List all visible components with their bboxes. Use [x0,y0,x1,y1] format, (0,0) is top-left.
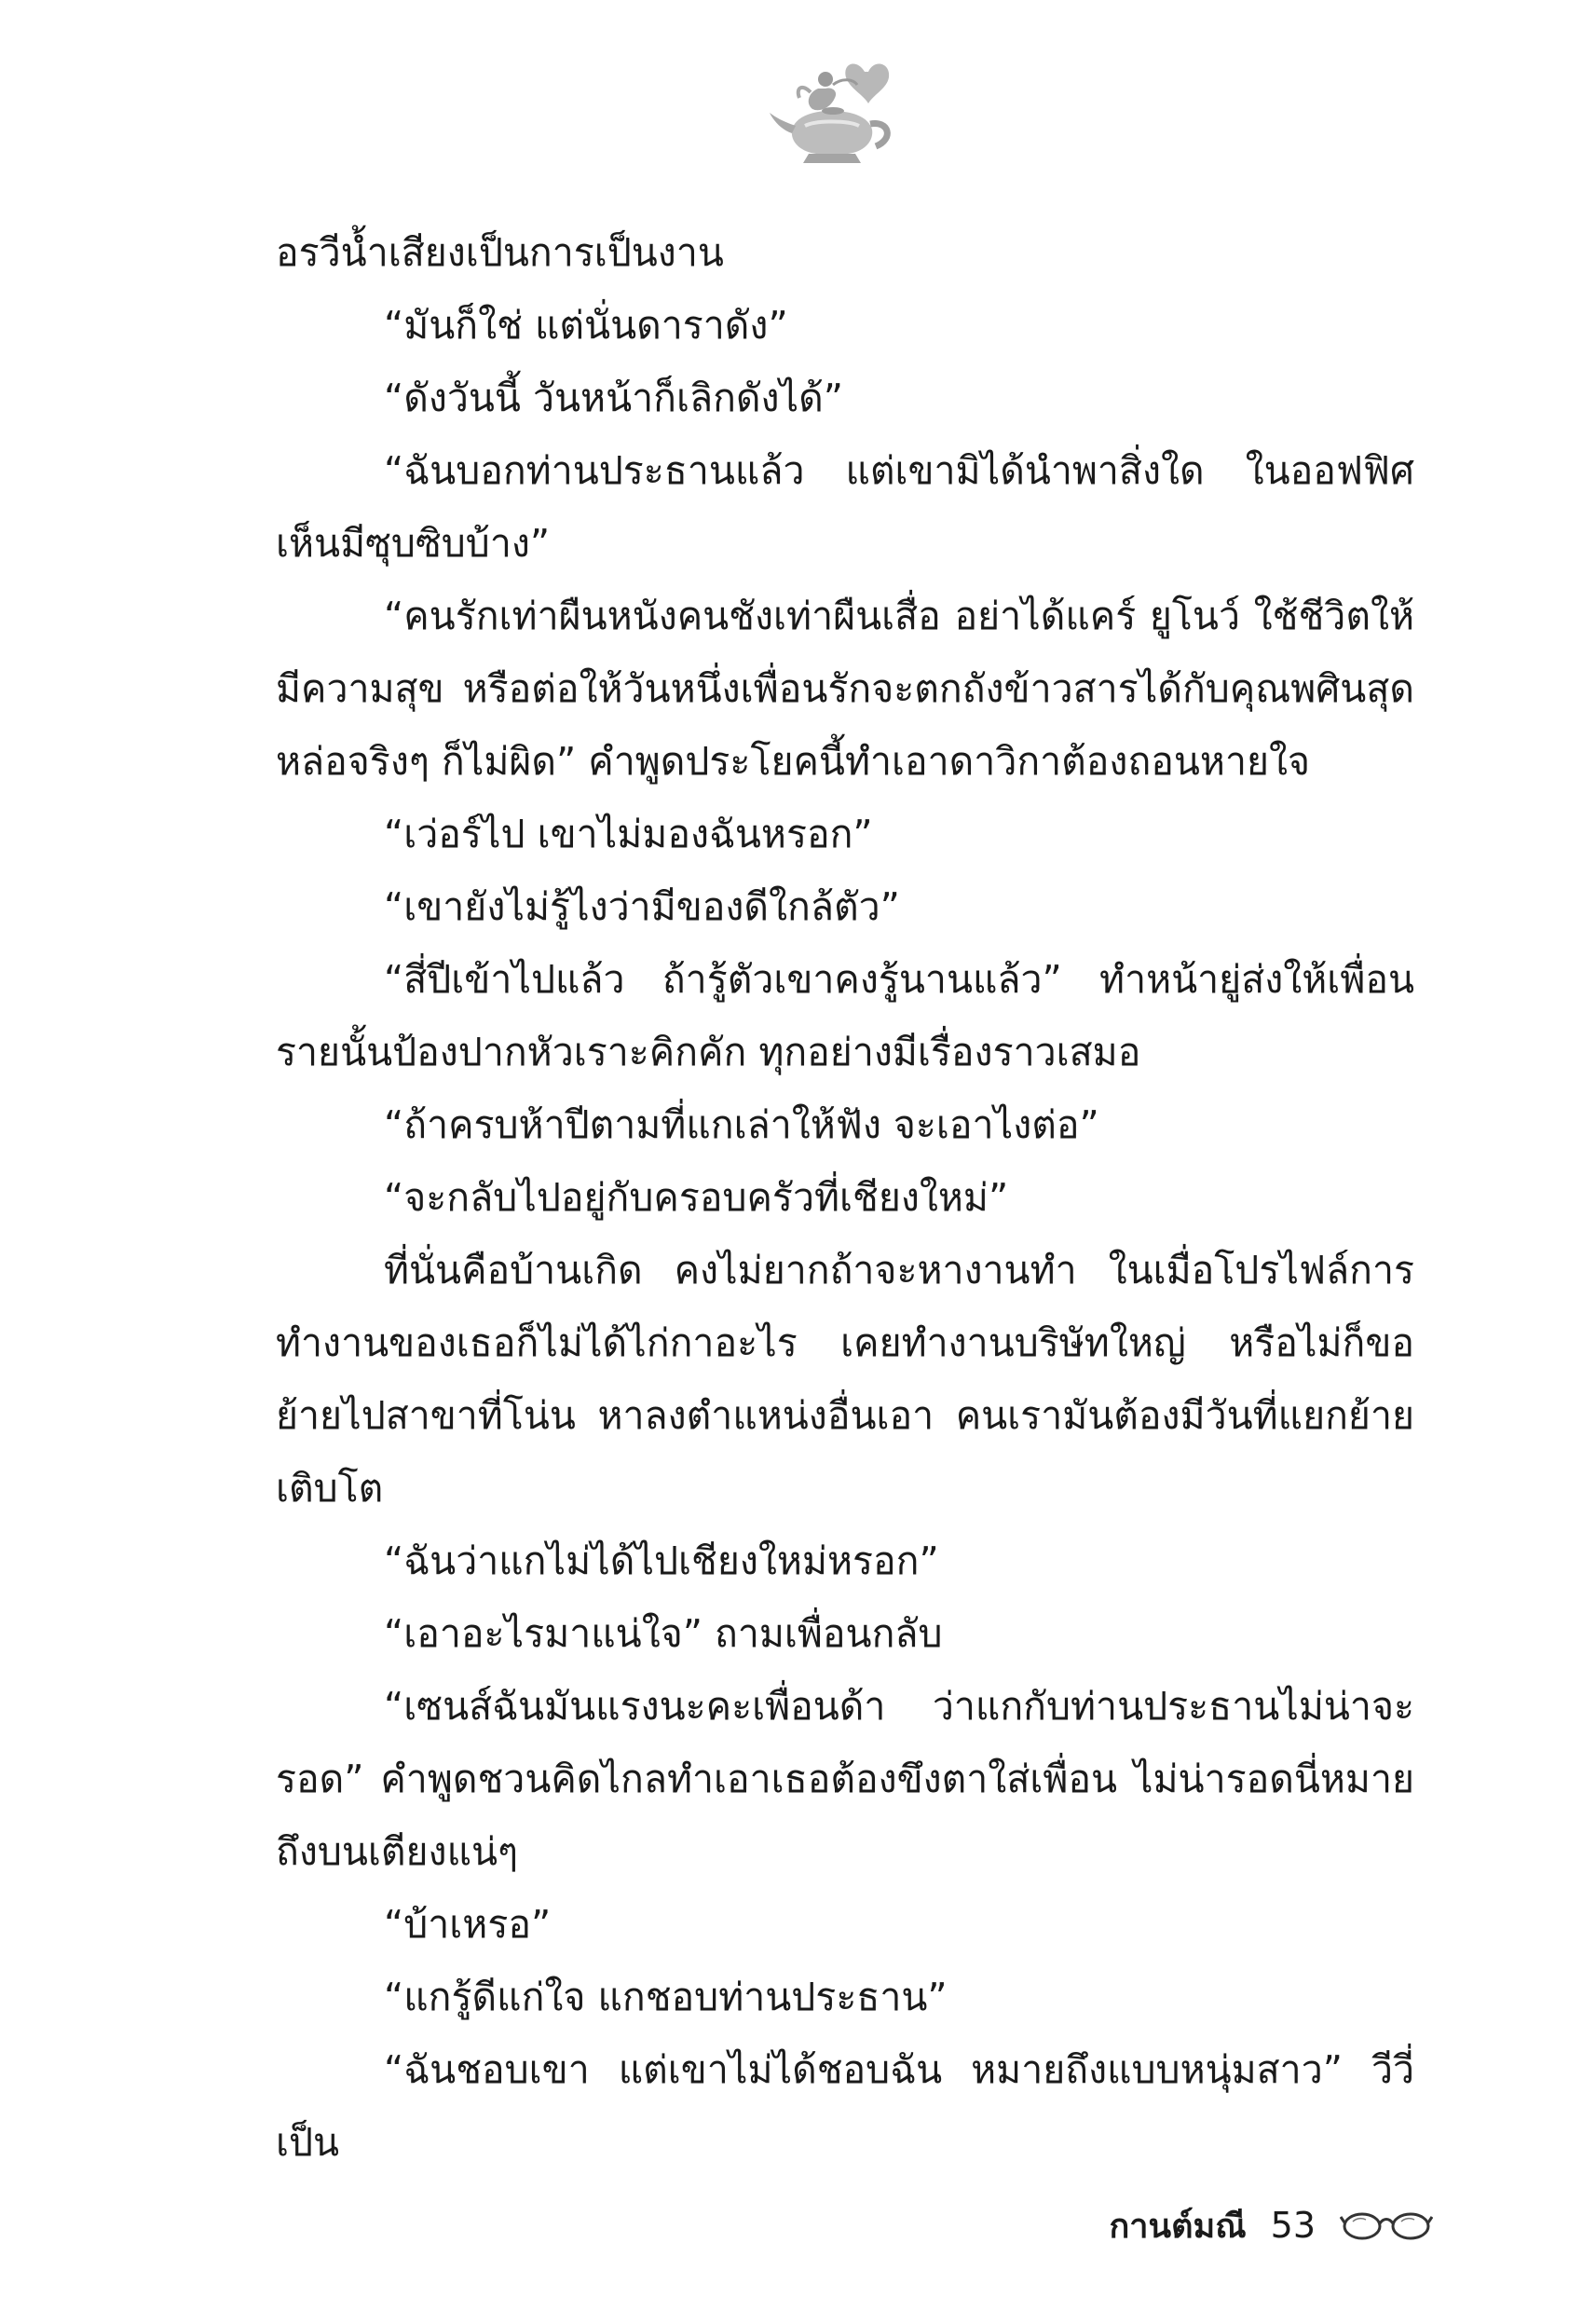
body-paragraph: “เอาอะไรมาแน่ใจ” ถามเพื่อนกลับ [384,1611,943,1656]
running-footer-book-title: กานต์มณี [1109,2207,1247,2246]
body-paragraph: ที่นั่นคือบ้านเกิด คงไม่ยากถ้าจะหางานทำ ในเมื่อโปรไฟล์การทำงานของเธอก็ไม่ได้ไก่กาอะไร เคยทำงานบริษัทใหญ่ หรือไม่ก็ขอย้ายไปสาขาที่โน่น หาลงตำแหน่งอื่นเอา คนเรามันต้องมีวันที่แยกย้ายเติบโต [276,1248,1414,1511]
body-paragraph: อรวีน้ำเสียงเป็นการเป็นงาน [276,230,724,275]
body-paragraph: “เว่อร์ไป เขาไม่มองฉันหรอก” [384,812,873,856]
body-paragraph: “เซนส์ฉันมันแรงนะคะเพื่อนด้า ว่าแกกับท่านประธานไม่น่าจะรอด” คำพูดชวนคิดไกลทำเอาเธอต้องขึงตาใส่เพื่อน ไม่น่ารอดนี่หมายถึงบนเตียงแน่ๆ [276,1684,1414,1874]
page-number: 53 [1270,2205,1316,2246]
body-paragraph: “ดังวันนี้ วันหน้าก็เลิกดังได้” [384,376,844,420]
body-paragraph: “คนรักเท่าผืนหนังคนชังเท่าผืนเสื่อ อย่าได้แคร์ ยูโนว์ ใช้ชีวิตให้มีความสุข หรือต่อให้วันหนึ่งเพื่อนรักจะตกถังข้าวสารได้กับคุณพศินสุดหล่อจริงๆ ก็ไม่ผิด” คำพูดประโยคนี้ทำเอาดาวิกาต้องถอนหายใจ [276,594,1414,784]
body-paragraph: “เขายังไม่รู้ไงว่ามีของดีใกล้ตัว” [384,884,900,929]
page-footer [1110,2199,1434,2251]
body-paragraph: “จะกลับไปอยู่กับครอบครัวที่เชียงใหม่” [384,1175,1009,1220]
body-paragraph: “แกรู้ดีแก่ใจ แกชอบท่านประธาน” [384,1975,948,2019]
chapter-body-text [276,216,1414,2179]
teapot-with-heart-ornament-icon [764,51,904,172]
body-paragraph: “มันก็ใช่ แต่นั่นดาราดัง” [384,303,788,348]
body-paragraph: “ถ้าครบห้าปีตามที่แกเล่าให้ฟัง จะเอาไงต่อ” [384,1102,1099,1147]
body-paragraph: “สี่ปีเข้าไปแล้ว ถ้ารู้ตัวเขาคงรู้นานแล้ว” ทำหน้ายู่ส่งให้เพื่อนรายนั้นป้องปากหัวเราะคิกคัก ทุกอย่างมีเรื่องราวเสมอ [276,957,1414,1074]
body-paragraph: “ฉันว่าแกไม่ได้ไปเชียงใหม่หรอก” [384,1538,939,1583]
body-paragraph: “บ้าเหรอ” [384,1902,552,1947]
body-paragraph: “ฉันชอบเขา แต่เขาไม่ได้ชอบฉัน หมายถึงแบบหนุ่มสาว” วีวี่เป็น [276,2047,1414,2165]
eyeglasses-icon [1340,2207,1433,2244]
body-paragraph: “ฉันบอกท่านประธานแล้ว แต่เขามิได้นำพาสิ่งใด ในออฟฟิศเห็นมีซุบซิบบ้าง” [276,448,1414,566]
